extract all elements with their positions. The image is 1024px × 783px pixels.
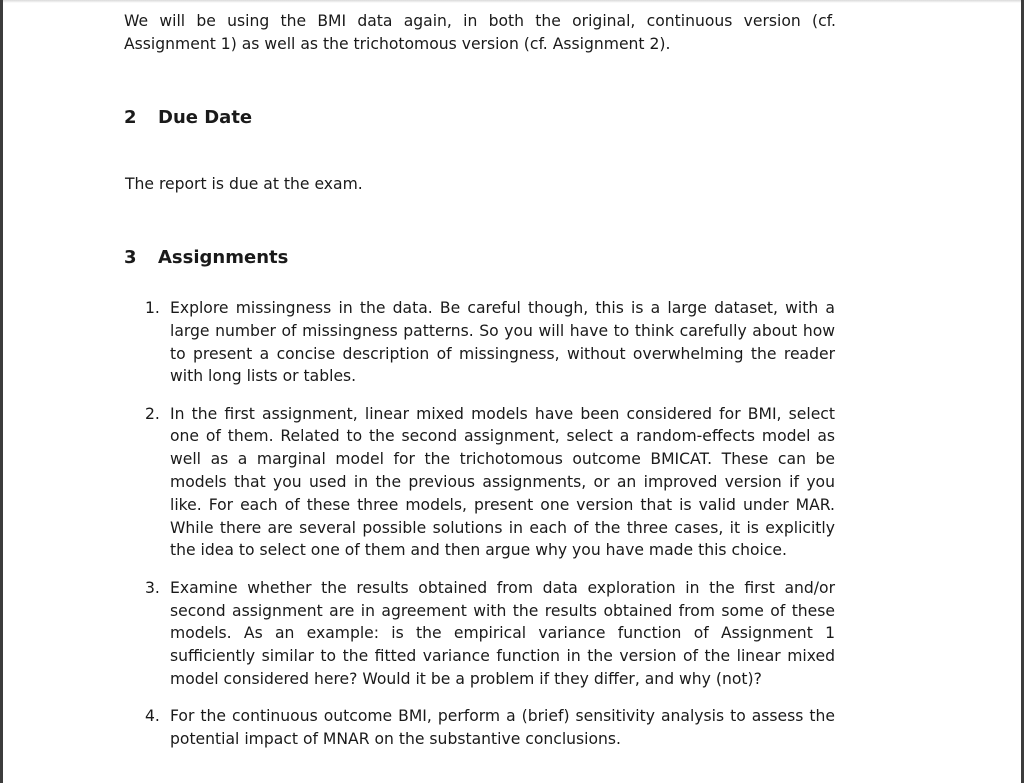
- due-date-paragraph: The report is due at the exam.: [125, 175, 363, 193]
- document-page: [3, 0, 1021, 783]
- list-item-text: For the continuous outcome BMI, perform a (brief) sensitivity analysis to assess the potential impact of MNAR on the substantive conclusions.: [170, 707, 835, 749]
- intro-paragraph-container: [124, 10, 836, 55]
- list-item-text: Examine whether the results obtained from data exploration in the first and/or second assignment are in agreement with the results obtained from some of these models. As an example: is the empirical variance function of Assignment 1 sufficiently similar to the fitted variance function in the version of the linear mixed model considered here? Would it be a problem if they differ, and why (not)?: [170, 578, 835, 688]
- section-title: Assignments: [158, 247, 289, 268]
- list-item: [123, 577, 835, 691]
- page-top-shadow: [3, 0, 1021, 3]
- section-heading-due-date: [124, 107, 252, 128]
- intro-paragraph: We will be using the BMI data again, in both the original, continuous version (cf. Assignment 1) as well as the trichotomous version (cf. Assignment 2).: [124, 12, 836, 53]
- list-item-number: 3.: [145, 578, 160, 597]
- list-item-number: 4.: [145, 707, 160, 726]
- list-item-number: 1.: [145, 299, 160, 317]
- list-item-text: In the first assignment, linear mixed models have been considered for BMI, select one of them. Related to the second assignment, select a random-effects model as well as a marginal model for the trichotomous outcome BMICAT. These can be models that you used in the previous assignments, or an improved version if you like. For each of these three models, present one version that is valid under MAR. While there are several possible solutions in each of the three cases, it is explicitly the idea to select one of them and then argue why you have made this choice.: [170, 404, 835, 560]
- list-item: [123, 297, 835, 388]
- section-title: Due Date: [158, 107, 253, 128]
- section-heading-assignments: [124, 247, 288, 268]
- assignments-list: [123, 297, 835, 765]
- list-item: [123, 705, 835, 751]
- section-number: 3: [124, 247, 137, 268]
- list-item: [123, 403, 835, 563]
- section-number: 2: [124, 107, 137, 128]
- list-item-text: Explore missingness in the data. Be careful though, this is a large dataset, with a large number of missingness patterns. So you will have to think carefully about how to present a concise description of missingness, without overwhelming the reader with long lists or tables.: [170, 299, 835, 386]
- list-item-number: 2.: [145, 404, 160, 423]
- viewer-left-border: [0, 0, 3, 783]
